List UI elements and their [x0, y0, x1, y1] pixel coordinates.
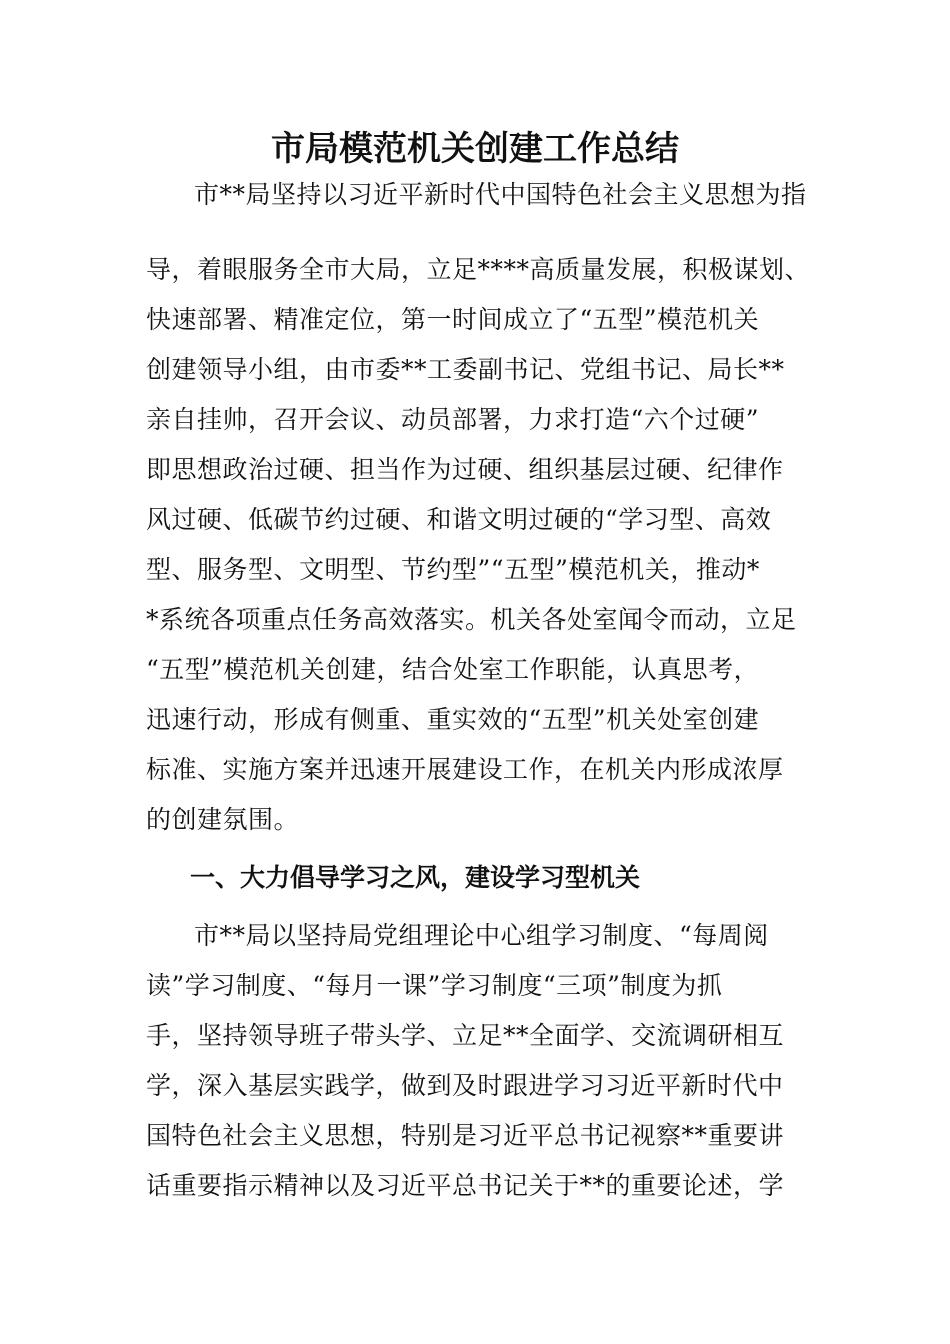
paragraph-line: 国特色社会主义思想，特别是习近平总书记视察**重要讲	[146, 1121, 785, 1150]
paragraph-line: 即思想政治过硬、担当作为过硬、组织基层过硬、纪律作	[146, 455, 784, 484]
paragraph-line: 创建领导小组，由市委**工委副书记、党组书记、局长**	[146, 355, 785, 384]
paragraph-line: 标准、实施方案并迅速开展建设工作，在机关内形成浓厚	[146, 755, 784, 784]
paragraph-line: 型、服务型、文明型、节约型”“五型”模范机关，推动*	[146, 555, 760, 584]
paragraph-line: 市**局坚持以习近平新时代中国特色社会主义思想为指	[194, 180, 807, 209]
paragraph-line: 迅速行动，形成有侧重、重实效的“五型”机关处室创建	[146, 705, 760, 734]
paragraph-line: 市**局以坚持局党组理论中心组学习制度、“每周阅	[194, 921, 769, 950]
paragraph-line: “五型”模范机关创建，结合处室工作职能，认真思考，	[146, 655, 760, 684]
paragraph-line: 快速部署、精准定位，第一时间成立了“五型”模范机关	[146, 305, 760, 334]
paragraph-line: 读”学习制度、“每月一课”学习制度“三项”制度为抓	[146, 971, 723, 1000]
paragraph-line: *系统各项重点任务高效落实。机关各处室闻令而动，立足	[146, 605, 797, 634]
paragraph-line: 亲自挂帅，召开会议、动员部署，力求打造“六个过硬”	[146, 405, 760, 434]
document-title: 市局模范机关创建工作总结	[271, 129, 679, 169]
paragraph-line: 学，深入基层实践学，做到及时跟进学习习近平新时代中	[146, 1071, 784, 1100]
section-heading: 一、大力倡导学习之风，建设学习型机关	[190, 863, 641, 892]
paragraph-line: 导，着眼服务全市大局，立足****高质量发展，积极谋划、	[146, 255, 811, 284]
paragraph-line: 话重要指示精神以及习近平总书记关于**的重要论述，学	[146, 1171, 785, 1200]
paragraph-line: 风过硬、低碳节约过硬、和谐文明过硬的“学习型、高效	[146, 505, 772, 534]
paragraph-line: 手，坚持领导班子带头学、立足**全面学、交流调研相互	[146, 1021, 785, 1050]
paragraph-line: 的创建氛围。	[146, 805, 300, 834]
